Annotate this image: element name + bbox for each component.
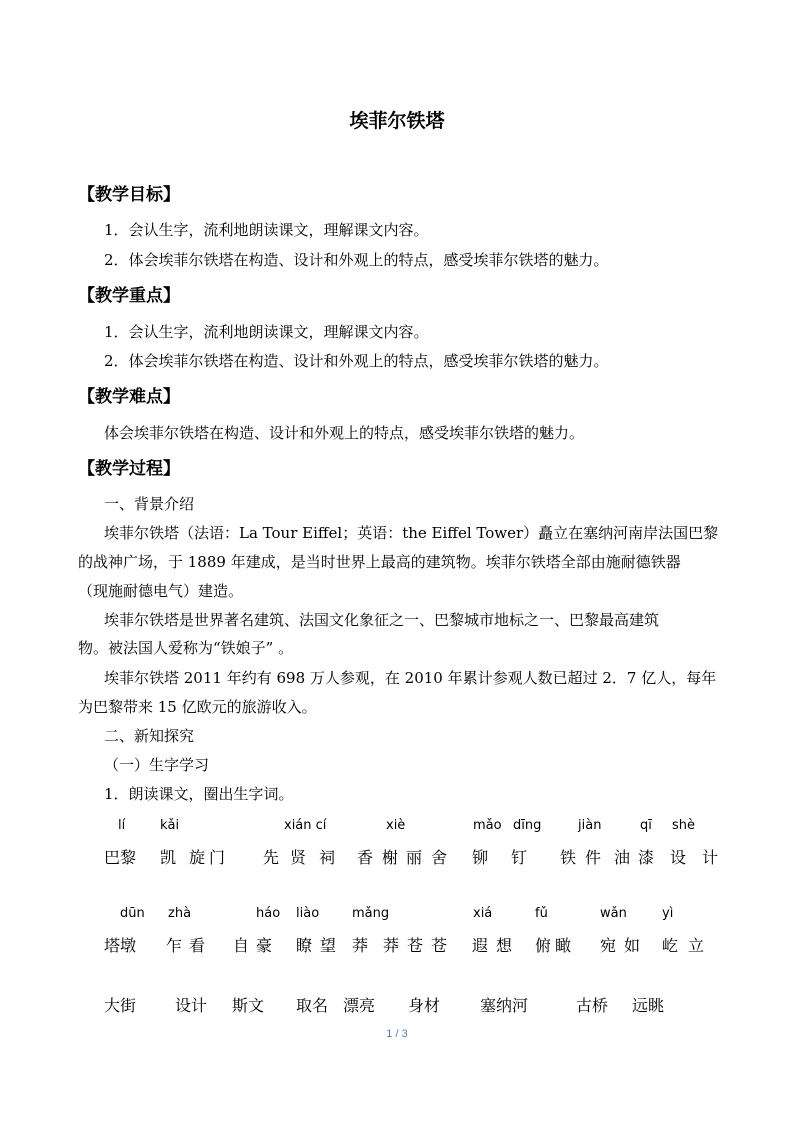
vocab-char: 俯 <box>535 936 552 955</box>
page-title: 埃菲尔铁塔 <box>349 110 445 132</box>
pinyin: dīng <box>513 818 542 833</box>
step1-text: 1．朗读课文，圈出生字词。 <box>104 785 294 803</box>
vocab-word: 大街 <box>104 996 137 1015</box>
vocab-char: 宛 <box>600 936 617 955</box>
paragraph1-line1: 埃菲尔铁塔（法语：La Tour Eiffel；英语：the Eiffel Tower）矗立在塞纳河南岸法国巴黎 <box>104 524 719 542</box>
vocab-char: 件 <box>585 848 602 867</box>
key-point-item-1: 1．会认生字，流利地朗读课文，理解课文内容。 <box>104 323 429 341</box>
part2-title: 二、新知探究 <box>104 727 195 745</box>
key-point-item-2: 2．体会埃菲尔铁塔在构造、设计和外观上的特点，感受埃菲尔铁塔的魅力。 <box>104 352 609 370</box>
pinyin: fǔ <box>535 906 548 921</box>
difficulty-text: 体会埃菲尔铁塔在构造、设计和外观上的特点，感受埃菲尔铁塔的魅力。 <box>104 424 585 442</box>
paragraph3-line1: 埃菲尔铁塔 2011 年约有 698 万人参观，在 2010 年累计参观人数已超过 2．7 亿人，每年 <box>104 669 717 687</box>
vocab-char: 乍 <box>166 936 183 955</box>
vocab-char: 立 <box>688 936 705 955</box>
vocab-char: 豪 <box>256 936 273 955</box>
paragraph1-line2: 的战神广场，于 1889 年建成，是当时世界上最高的建筑物。埃菲尔铁塔全部由施耐德铁器 <box>78 553 681 571</box>
paragraph2-line2: 物。被法国人爱称为“铁娘子” 。 <box>78 639 294 657</box>
vocab-char: 想 <box>496 936 513 955</box>
section-heading-process: 【教学过程】 <box>78 459 180 479</box>
vocab-char: 瞭 <box>296 936 313 955</box>
vocab-char: 凯 <box>160 848 177 867</box>
vocab-char: 先 <box>263 848 280 867</box>
vocab-word: 塞纳河 <box>480 996 529 1015</box>
vocab-char: 旋门 <box>189 848 230 867</box>
vocab-char: 看 <box>189 936 206 955</box>
vocab-char: 自 <box>233 936 250 955</box>
sub1-title: （一）生字学习 <box>104 756 210 774</box>
pinyin: yì <box>662 906 674 921</box>
vocab-char: 铁 <box>560 848 577 867</box>
section-heading-key-points: 【教学重点】 <box>78 286 180 306</box>
page-number: 1 / 3 <box>386 1028 408 1040</box>
vocab-char: 苍 <box>431 936 448 955</box>
vocab-word: 远眺 <box>632 996 665 1015</box>
pinyin: xiè <box>386 818 406 833</box>
vocab-char: 祠 <box>319 848 336 867</box>
vocab-char: 漆 <box>638 848 655 867</box>
vocab-char: 如 <box>624 936 641 955</box>
vocab-char: 舍 <box>431 848 448 867</box>
vocab-char: 设 <box>670 848 687 867</box>
section-heading-goals: 【教学目标】 <box>78 185 180 205</box>
pinyin: háo <box>256 906 281 921</box>
paragraph1-line3: （现施耐德电气）建造。 <box>78 582 244 600</box>
pinyin: mǎo <box>473 818 502 833</box>
section-heading-difficulties: 【教学难点】 <box>78 387 180 407</box>
vocab-word: 身材 <box>408 996 441 1015</box>
pinyin: liào <box>296 906 320 921</box>
part1-title: 一、背景介绍 <box>104 495 195 513</box>
pinyin: dūn <box>120 906 145 921</box>
vocab-char: 计 <box>702 848 719 867</box>
vocab-char: 巴黎 <box>104 848 137 867</box>
pinyin: kǎi <box>160 818 180 833</box>
goal-item-1: 1．会认生字，流利地朗读课文，理解课文内容。 <box>104 221 429 239</box>
vocab-char: 榭 <box>382 848 399 867</box>
vocab-char: 瞰 <box>555 936 572 955</box>
vocab-char: 香 <box>357 848 374 867</box>
vocab-word: 漂亮 <box>343 996 376 1015</box>
pinyin: mǎng <box>352 906 390 921</box>
vocab-char: 莽 <box>352 936 369 955</box>
vocab-char: 塔墩 <box>104 936 137 955</box>
pinyin: lí <box>118 818 126 833</box>
vocab-char: 油 <box>614 848 631 867</box>
pinyin: wǎn <box>600 906 627 921</box>
vocab-char: 苍 <box>407 936 424 955</box>
vocab-word: 取名 <box>296 996 329 1015</box>
vocab-char: 莽 <box>383 936 400 955</box>
vocab-char: 钉 <box>511 848 528 867</box>
vocab-word: 古桥 <box>576 996 609 1015</box>
vocab-char: 铆 <box>472 848 489 867</box>
vocab-char: 屹 <box>662 936 679 955</box>
pinyin: xián cí <box>284 818 327 833</box>
vocab-char: 贤 <box>290 848 307 867</box>
pinyin: xiá <box>473 906 493 921</box>
pinyin: qī <box>640 818 652 833</box>
goal-item-2: 2．体会埃菲尔铁塔在构造、设计和外观上的特点，感受埃菲尔铁塔的魅力。 <box>104 251 609 269</box>
vocab-char: 丽 <box>406 848 423 867</box>
paragraph2-line1: 埃菲尔铁塔是世界著名建筑、法国文化象征之一、巴黎城市地标之一、巴黎最高建筑 <box>104 611 660 629</box>
vocab-word: 设计 <box>175 996 208 1015</box>
vocab-char: 遐 <box>472 936 489 955</box>
pinyin: jiàn <box>578 818 602 833</box>
vocab-word: 斯文 <box>232 996 265 1015</box>
paragraph3-line2: 为巴黎带来 15 亿欧元的旅游收入。 <box>78 698 317 716</box>
vocab-char: 望 <box>320 936 337 955</box>
pinyin: shè <box>672 818 696 833</box>
pinyin: zhà <box>168 906 192 921</box>
